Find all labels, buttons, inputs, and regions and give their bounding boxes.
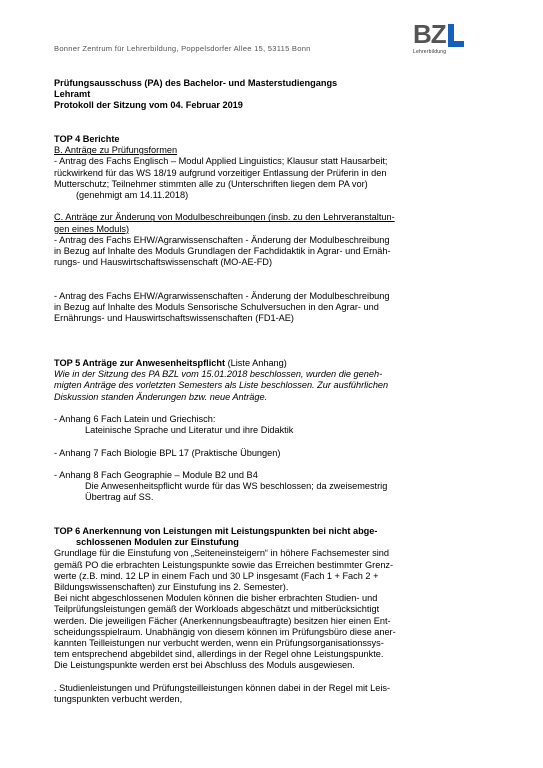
approval-note: (genehmigt am 14.11.2018) bbox=[76, 190, 189, 201]
list-item-detail: Die Anwesenheitspflicht wurde für das WS beschlossen; da zweisemestrig bbox=[85, 481, 388, 492]
text-line: . Studienleistungen und Prüfungsteilleistungen können dabei in der Regel mit Leis- bbox=[54, 682, 391, 693]
text-line: Diskussion standen Änderungen bzw. neue Anträge. bbox=[54, 391, 268, 402]
text-line: tungspunkten verbucht werden, bbox=[54, 694, 183, 705]
text-line: kannten Teilleistungen nur verbucht werden, wenn ein Prüfungsorganisationssys- bbox=[54, 638, 384, 649]
top5-heading-note: (Liste Anhang) bbox=[225, 358, 287, 369]
text-line: Wie in der Sitzung des PA BZL vom 15.01.2018 beschlossen, wurden die geneh- bbox=[54, 369, 383, 380]
logo-subtitle: Lehrerbildung bbox=[413, 49, 447, 55]
document-body bbox=[54, 78, 494, 705]
list-item: - Anhang 7 Fach Biologie BPL 17 (Praktische Übungen) bbox=[54, 447, 281, 458]
top4-section-c-heading: C. Anträge zur Änderung von Modulbeschreibungen (insb. zu den Lehrveranstaltun- bbox=[54, 212, 395, 223]
text-line: Bei nicht abgeschlossenen Modulen können die bisher erbrachten Studien- und bbox=[54, 593, 378, 604]
text-line: gemäß PO die erbrachten Leistungspunkte sowie das Erreichen bestimmter Grenz- bbox=[54, 559, 394, 570]
text-line: Grundlage für die Einstufung von „Seiteneinsteigern“ in höhere Fachsemester sind bbox=[54, 548, 390, 559]
top6-heading-cont: schlossenen Modulen zur Einstufung bbox=[76, 537, 239, 548]
text-line: in Bezug auf Inhalte des Moduls Grundlagen der Fachdidaktik in Agrar- und Ernäh- bbox=[54, 246, 391, 257]
list-item: - Anhang 8 Fach Geographie – Module B2 und B4 bbox=[54, 470, 258, 480]
top4-section-b-heading: B. Anträge zu Prüfungsformen bbox=[54, 145, 178, 156]
text-line: - Antrag des Fachs EHW/Agrarwissenschaften - Änderung der Modulbeschreibung bbox=[54, 234, 390, 245]
logo-l-icon bbox=[448, 24, 465, 47]
title-line-2: Lehramt bbox=[54, 89, 91, 100]
text-line: migten Anträge des vorletzten Semesters als Liste beschlossen. Zur ausführlichen bbox=[54, 380, 389, 391]
top4-heading: TOP 4 Berichte bbox=[54, 134, 120, 144]
text-line: rungs- und Hauswirtschaftswissenschaft (MO-AE-FD) bbox=[54, 257, 273, 268]
text-line: rückwirkend für das WS 18/19 aufgrund vorzeitiger Entlassung der Prüferin in den bbox=[54, 167, 387, 178]
text-line: werte (z.B. mind. 12 LP in einem Fach und 30 LP insgesamt (Fach 1 + Fach 2 + bbox=[54, 570, 379, 581]
text-line: scheidungsspielraum. Unabhängig von diesem können im Prüfungsbüro diese aner- bbox=[54, 626, 396, 637]
bzl-logo bbox=[413, 21, 465, 59]
text-line: - Antrag des Fachs Englisch – Modul Applied Linguistics; Klausur statt Hausarbeit; bbox=[54, 156, 388, 167]
title-line-3: Protokoll der Sitzung vom 04. Februar 2019 bbox=[54, 100, 243, 111]
text-line: Teilprüfungsleistungen gemäß der Workloads abgeschätzt und mitberücksichtigt bbox=[54, 604, 380, 615]
top5-heading bbox=[54, 358, 494, 369]
text-line: in Bezug auf Inhalte des Moduls Sensorische Schulversuchen in den Agrar- und bbox=[54, 302, 379, 313]
text-line: Bildungswissenschaften) zur Einstufung ins 2. Semester). bbox=[54, 582, 289, 593]
top6-heading: TOP 6 Anerkennung von Leistungen mit Leistungspunkten bei nicht abge- bbox=[54, 526, 378, 536]
list-item-detail: Übertrag auf SS. bbox=[85, 492, 154, 503]
list-item-detail: Lateinische Sprache und Literatur und ihre Didaktik bbox=[85, 425, 294, 436]
text-line: Die Leistungspunkte werden erst bei Abschluss des Moduls ausgewiesen. bbox=[54, 660, 355, 671]
text-line: werden. Die jeweiligen Fächer (Anerkennungsbeauftragte) besitzen hier einen Ent- bbox=[54, 615, 391, 626]
title-line-1: Prüfungsausschuss (PA) des Bachelor- und Masterstudiengangs bbox=[54, 78, 338, 88]
top5-heading-bold: TOP 5 Anträge zur Anwesenheitspflicht bbox=[54, 358, 226, 369]
logo-text: BZ bbox=[413, 19, 446, 49]
text-line: tem entsprechend abgebildet sind, allerdings in der Regel ohne Leistungspunkte. bbox=[54, 649, 384, 660]
header-address: Bonner Zentrum für Lehrerbildung, Poppelsdorfer Allee 15, 53115 Bonn bbox=[54, 44, 311, 53]
text-line: Mutterschutz; Teilnehmer stimmten alle zu (Unterschriften liegen dem PA vor) bbox=[54, 178, 368, 189]
top4-section-c-heading-cont: gen eines Moduls) bbox=[54, 223, 130, 234]
text-line: - Antrag des Fachs EHW/Agrarwissenschaften - Änderung der Modulbeschreibung bbox=[54, 290, 390, 301]
list-item: - Anhang 6 Fach Latein und Griechisch: bbox=[54, 414, 216, 425]
text-line: Ernährungs- und Hauswirtschaftswissenschaften (FD1-AE) bbox=[54, 313, 294, 324]
